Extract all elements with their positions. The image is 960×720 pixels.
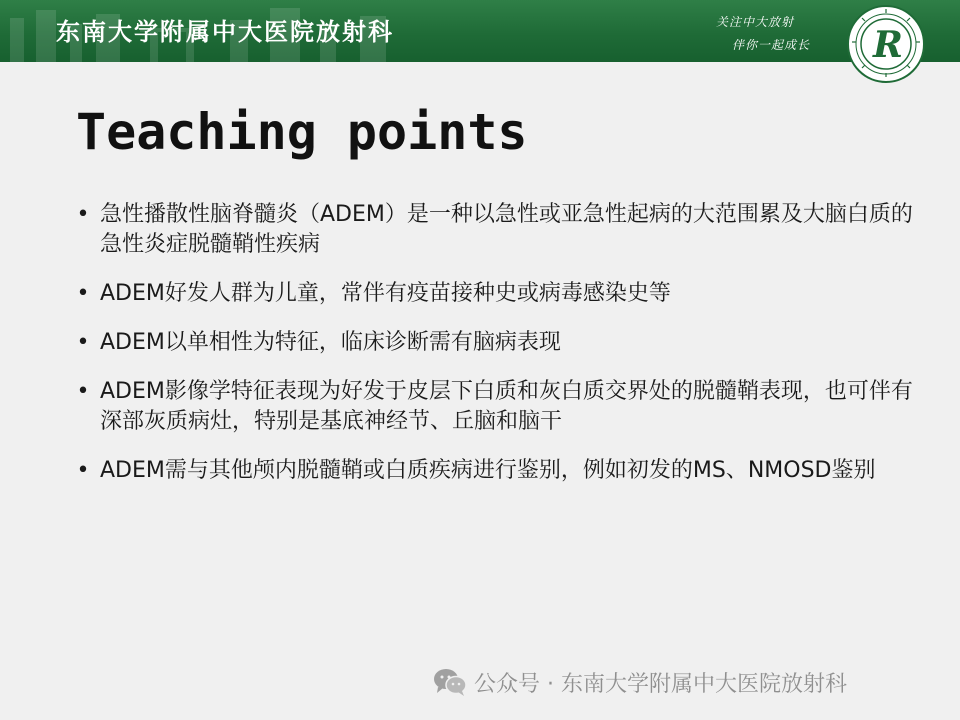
bullet-item — [76, 200, 916, 260]
bullet-item — [76, 328, 916, 358]
bullet-text: ADEM影像学特征表现为好发于皮层下白质和灰白质交界处的脱髓鞘表现，也可伴有深部灰质病灶，特别是基底神经节、丘脑和脑干 — [100, 379, 913, 434]
bullet-marker: • — [76, 202, 90, 227]
bullet-marker: • — [76, 330, 90, 355]
bullet-marker: • — [76, 458, 90, 483]
bullet-marker: • — [76, 281, 90, 306]
bullet-item — [76, 279, 916, 309]
bullet-list — [76, 200, 916, 505]
footer-watermark — [432, 664, 847, 700]
slogan-line-1: 关注中大放射 — [716, 15, 795, 29]
logo-letter: R — [873, 24, 903, 66]
bullet-text: ADEM需与其他颅内脱髓鞘或白质疾病进行鉴别，例如初发的MS、NMOSD鉴别 — [100, 458, 876, 483]
bullet-marker: • — [76, 379, 90, 404]
bullet-item — [76, 456, 916, 486]
bullet-text: 急性播散性脑脊髓炎（ADEM）是一种以急性或亚急性起病的大范围累及大脑白质的急性炎症脱髓鞘性疾病 — [100, 202, 913, 257]
header-bar — [0, 0, 960, 62]
bullet-item — [76, 377, 916, 437]
wechat-icon — [432, 667, 468, 697]
slide-title: Teaching points — [76, 103, 528, 161]
hospital-radiology-logo-icon — [846, 4, 926, 84]
bullet-text: ADEM好发人群为儿童，常伴有疫苗接种史或病毒感染史等 — [100, 281, 671, 306]
slogan-line-2: 伴你一起成长 — [732, 38, 811, 52]
header-title: 东南大学附属中大医院放射科 — [56, 17, 394, 46]
bullet-text: ADEM以单相性为特征，临床诊断需有脑病表现 — [100, 330, 561, 355]
footer-text: 公众号 · 东南大学附属中大医院放射科 — [474, 671, 847, 697]
